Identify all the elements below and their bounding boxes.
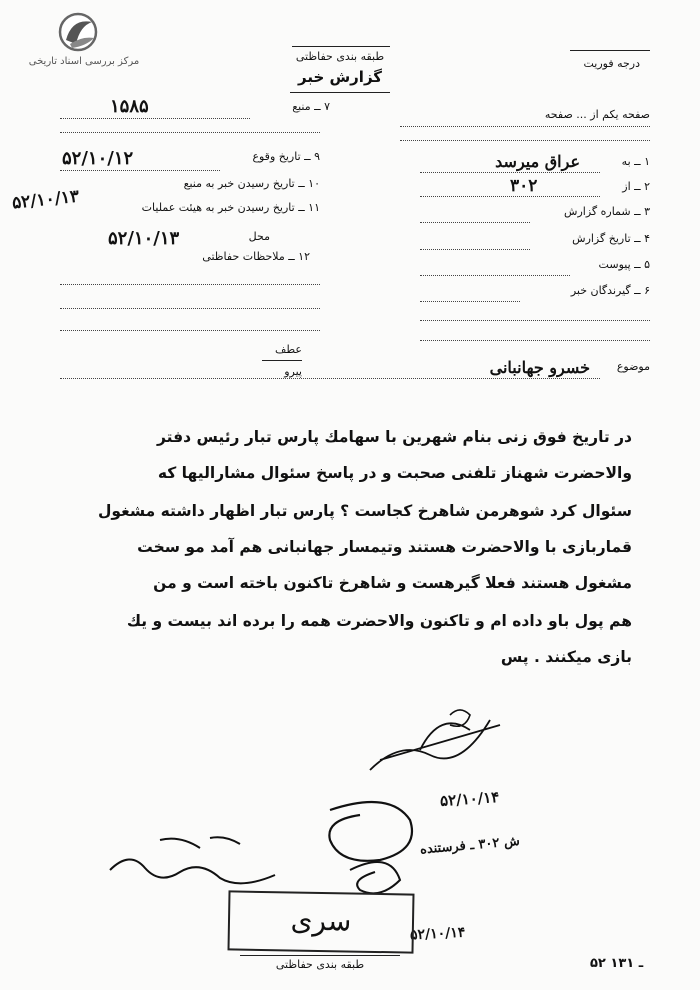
- body-line-3: سئوال کرد شوهرمن شاهرخ کجاست ؟ پارس تبار اظهار داشته مشغول: [97, 502, 632, 520]
- archive-logo: [20, 10, 150, 70]
- footer-line: [240, 955, 400, 956]
- field-from-value: ۳۰۲: [510, 176, 538, 196]
- recipients-line-2: [420, 320, 650, 321]
- field-to-line: [420, 172, 600, 173]
- notes-line-3: [60, 330, 320, 331]
- field-occurrence-date-label: ۹ ــ تاریخ وقوع: [252, 150, 320, 163]
- note-sender: ش ۳۰۲ ـ فرستنده: [419, 833, 521, 858]
- field-attachment-label: ۵ ــ پیوست: [598, 258, 650, 271]
- field-source-label: ۷ ــ منبع: [292, 100, 330, 113]
- field-recipients-line: [420, 301, 520, 302]
- notes-line-2: [60, 308, 320, 309]
- body-line-7: بازی میکنند . پس: [500, 648, 632, 666]
- header-dept: طبقه بندی حفاظتی: [295, 50, 385, 63]
- field-occurrence-date-line: [60, 170, 220, 171]
- field-from-line: [420, 196, 600, 197]
- reference-bottom-label: پیرو: [284, 365, 302, 378]
- subject-line: [60, 378, 600, 379]
- field-occurrence-date-value: ۵۲/۱۰/۱۲: [62, 148, 134, 169]
- field-blank-line-right: [400, 140, 650, 141]
- field-security-notes-label: ۱۲ ــ ملاحظات حفاظتی: [202, 250, 310, 263]
- field-recipients-label: ۶ ــ گیرندگان خبر: [570, 284, 650, 297]
- field-place-label: محل: [248, 230, 270, 243]
- field-to-value: عراق میرسد: [495, 152, 580, 171]
- footer-code: ۵۲ ـ ۱۳۱: [590, 956, 644, 971]
- field-source-line: [60, 118, 250, 119]
- reference-divider: [262, 360, 302, 361]
- field-hq-receipt-value: ۵۲/۱۰/۱۳: [108, 228, 180, 249]
- subject-label: موضوع: [616, 360, 650, 373]
- field-page-label: صفحه یکم از ... صفحه: [544, 108, 650, 121]
- field-report-number-line: [420, 222, 530, 223]
- note-date-1: ۵۲/۱۰/۱۴: [439, 787, 500, 811]
- reference-top-label: عطف: [275, 343, 302, 356]
- header-line: [292, 46, 390, 47]
- notes-line-1: [60, 284, 320, 285]
- field-source-receipt-label: ۱۰ ــ تاریخ رسیدن خبر به منبع: [183, 177, 320, 190]
- body-line-4: قماربازی با والاحضرت هستند وتیمسار جهانبانی هم آمد مو سخت: [137, 538, 632, 556]
- field-page-line: [400, 126, 650, 127]
- recipients-line-3: [420, 340, 650, 341]
- signature-top-icon: [360, 700, 520, 780]
- field-source-value: ۱۵۸۵: [110, 96, 149, 117]
- field-report-date-label: ۴ ــ تاریخ گزارش: [572, 232, 650, 245]
- note-date-2: ۵۲/۱۰/۱۴: [409, 924, 466, 944]
- field-attachment-line: [420, 275, 570, 276]
- field-report-number-label: ۳ ــ شماره گزارش: [564, 205, 650, 218]
- body-line-6: هم پول باو داده ام و تاکنون والاحضرت همه را برده اند بیست و یك: [126, 612, 632, 630]
- body-line-1: در تاریخ فوق زنی بنام شهرین با سهامك پارس تبار رئیس دفتر: [156, 428, 632, 446]
- field-report-date-line: [420, 249, 530, 250]
- body-line-2: والاحضرت شهناز تلفنی صحبت و در پاسخ سئوال مشارالیها که: [157, 464, 632, 482]
- report-title: گزارش خبر: [297, 68, 383, 86]
- logo-caption: مرکز بررسی اسناد تاریخی: [28, 56, 140, 67]
- secret-stamp: [227, 890, 414, 953]
- field-from-label: ۲ ــ از: [622, 180, 650, 193]
- priority-line: [570, 50, 650, 51]
- subject-value: خسرو جهانبانی: [489, 358, 590, 377]
- margin-handwriting: ۵۲/۱۰/۱۳: [11, 186, 81, 214]
- field-to-label: ۱ ــ به: [621, 155, 650, 168]
- field-hq-receipt-label: ۱۱ ــ تاریخ رسیدن خبر به هیئت عملیات: [141, 201, 320, 214]
- field-blank-line: [60, 132, 320, 133]
- stamp-text: سری: [290, 903, 352, 938]
- footer-dept: طبقه بندی حفاظتی: [275, 958, 365, 971]
- body-line-5: مشغول هستند فعلا گیرهست و شاهرخ تاکنون باخته است و من: [153, 574, 632, 592]
- priority-label: درجه فوریت: [583, 57, 640, 70]
- title-underline: [290, 92, 390, 93]
